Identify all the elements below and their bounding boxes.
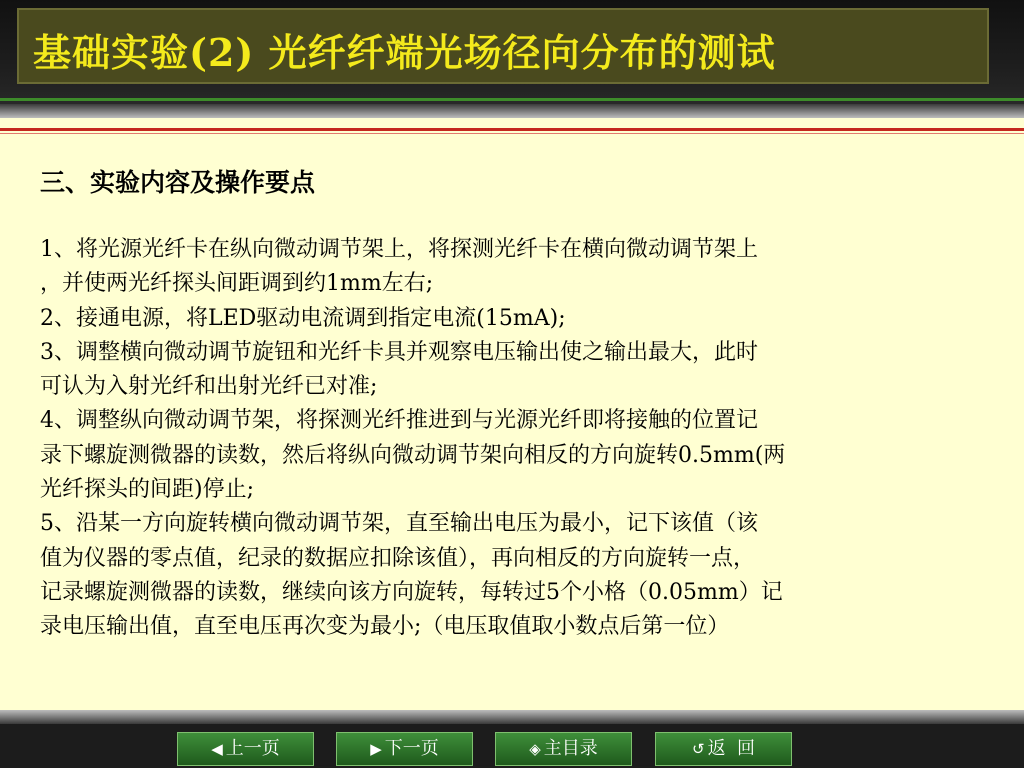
prev-page-label: 上一页: [225, 738, 280, 759]
header-divider: [0, 98, 1024, 101]
footer-shadow: [0, 710, 1024, 724]
red-divider: [0, 128, 1024, 131]
page-title: 基础实验(2) 光纤纤端光场径向分布的测试: [33, 30, 776, 75]
prev-page-button[interactable]: [177, 732, 314, 766]
header-shadow: [0, 104, 1024, 118]
triangle-right-icon: ▶: [370, 740, 382, 758]
title-band: [0, 0, 1024, 112]
red-divider-thin: [0, 133, 1024, 134]
next-page-label: 下一页: [384, 738, 439, 759]
home-menu-label: 主目录: [543, 738, 598, 759]
home-menu-button[interactable]: [495, 732, 632, 766]
return-button[interactable]: [655, 732, 792, 766]
return-label: 返 回: [707, 738, 756, 759]
triangle-left-icon: ◀: [211, 740, 223, 758]
title-box: [17, 8, 989, 84]
section-heading: 三、实验内容及操作要点: [40, 168, 316, 197]
return-arrow-icon: ↺: [691, 740, 705, 758]
content-panel: [0, 118, 1024, 710]
diamond-icon: ◈: [529, 740, 541, 758]
instructions-text: 1、将光源光纤卡在纵向微动调节架上，将探测光纤卡在横向微动调节架上 ，并使两光纤探头间距调到约1mm左右; 2、接通电源，将LED驱动电流调到指定电流(15mA); 3、调整横向微动调节旋钮和光纤卡具并观察电压输出使之输出最大，此时 可认为入射光纤和出射光纤已对准; 4、调整纵向微动调节架，将探测光纤推进到与光源光纤即将接触的位置记 录下螺旋测微器的读数，然后将纵向微动调节架向相反的方向旋转0.5mm(两 光纤探头的间距)停止; 5、沿某一方向旋转横向微动调节架，直至输出电压为最小，记下该值（该 值为仪器的零点值，纪录的数据应扣除该值），再向相反的方向旋转一点， 记录螺旋测微器的读数，继续向该方向旋转，每转过5个小格（0.05mm）记 录电压输出值，直至电压再次变为最小;（电压取值取小数点后第一位）: [40, 237, 786, 640]
next-page-button[interactable]: [336, 732, 473, 766]
nav-bar: [0, 724, 1024, 768]
